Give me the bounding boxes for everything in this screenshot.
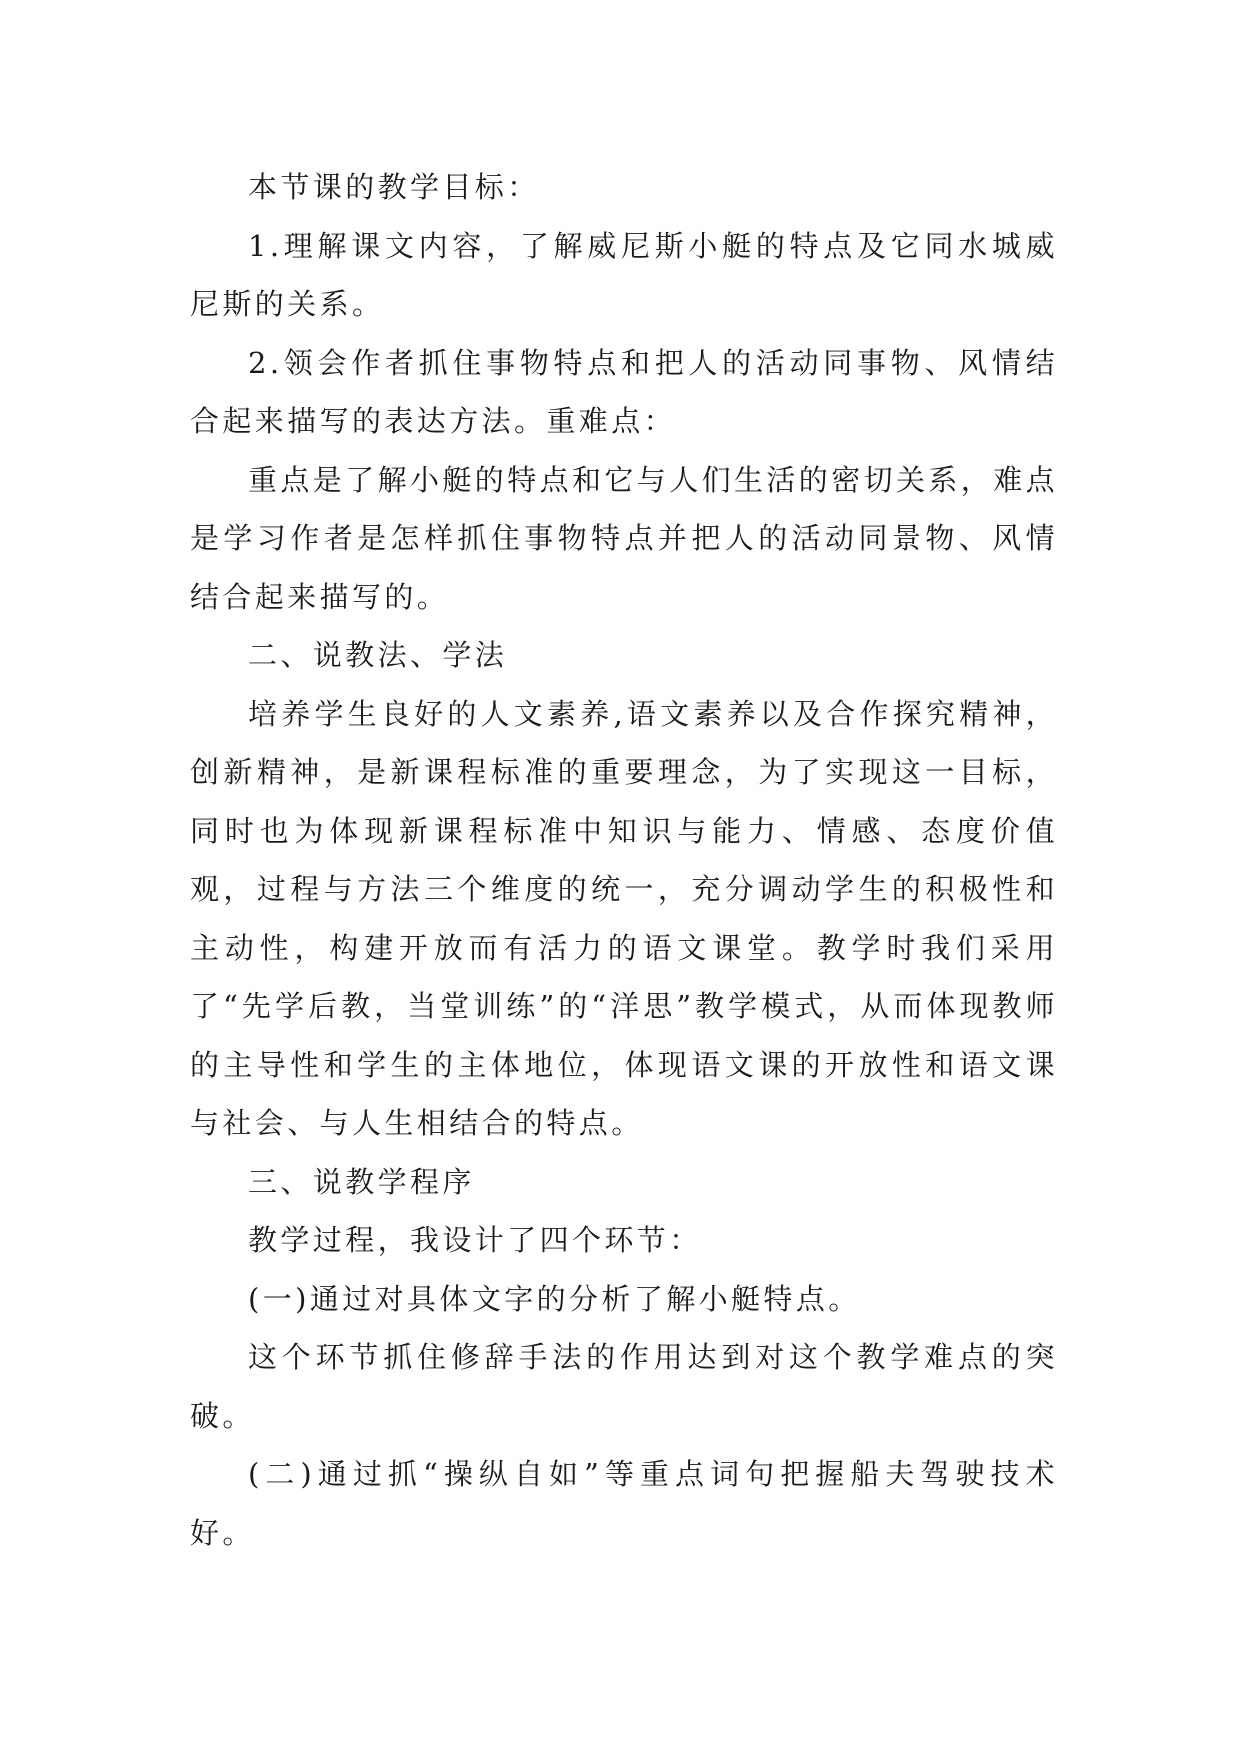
section-heading: 三、说教学程序 (248, 1164, 475, 1199)
paragraph: 1.理解课文内容，了解威尼斯小艇的特点及它同水城威尼斯的关系。 (190, 228, 1058, 321)
section-heading: 二、说教法、学法 (248, 638, 508, 672)
paragraph: 这个环节抓住修辞手法的作用达到对这个教学难点的突破。 (190, 1340, 1058, 1433)
paragraph: (一)通过对具体文字的分析了解小艇特点。 (248, 1281, 861, 1316)
paragraph: (二)通过抓“操纵自如”等重点词句把握船夫驾驶技术好。 (190, 1457, 1058, 1550)
paragraph: 培养学生良好的人文素养,语文素养以及合作探究精神，创新精神，是新课程标准的重要理念，为了实现这一目标，同时也为体现新课程标准中知识与能力、情感、态度价值观，过程与方法三个维度的统一，充分调动学生的积极性和主动性，构建开放而有活力的语文课堂。教学时我们采用了“先学后教，当堂训练”的“洋思”教学模式，从而体现教师的主导性和学生的主体地位，体现语文课的开放性和语文课与社会、与人生相结合的特点。 (190, 696, 1058, 1140)
document-body (190, 158, 1058, 1562)
paragraph: 教学过程，我设计了四个环节： (248, 1223, 702, 1257)
paragraph: 本节课的教学目标： (248, 170, 540, 204)
paragraph: 重点是了解小艇的特点和它与人们生活的密切关系，难点是学习作者是怎样抓住事物特点并把人的活动同景物、风情结合起来描写的。 (190, 462, 1059, 614)
paragraph: 2.领会作者抓住事物特点和把人的活动同事物、风情结合起来描写的表达方法。重难点： (190, 345, 1058, 438)
